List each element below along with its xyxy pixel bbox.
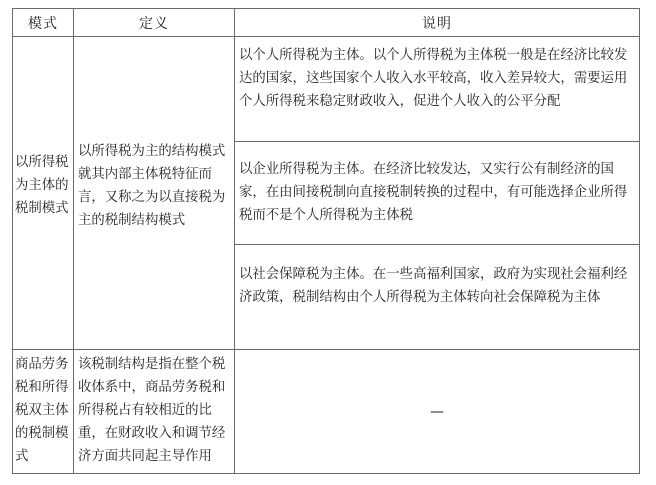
row1-mode: 以所得税为主体的税制模式 [15, 155, 69, 216]
row2-mode: 商品劳务税和所得税双主体的税制模式 [15, 357, 69, 464]
column-divider [73, 8, 74, 474]
header-mode: 模式 [28, 15, 58, 32]
table-border-bottom [12, 473, 640, 474]
row1-explanation-2: 以企业所得税为主体。在经济比较发达，又实行公有制经济的国家，在由间接税制向直接税制转换的过程中，有可能选择企业所得税而不是个人所得税为主体税 [239, 162, 628, 223]
row1-explanation-1: 以个人所得税为主体。以个人所得税为主体税一般是在经济比较发达的国家，这些国家个人收入水平较高，收入差异较大，需要运用个人所得税来稳定财政收入，促进个人收入的公平分配 [239, 48, 628, 109]
header-divider [12, 36, 640, 37]
row1-explanation-3: 以社会保障税为主体。在一些高福利国家，政府为实现社会福利经济政策，税制结构由个人所得税为主体转向社会保障税为主体 [239, 267, 628, 305]
row2-explanation: — [430, 403, 444, 420]
table-border-right [639, 8, 640, 474]
subrow-divider [234, 141, 640, 142]
row1-definition: 以所得税为主的结构模式就其内部主体税特征而言，又称之为以直接税为主的税制结构模式 [78, 144, 226, 228]
row2-definition: 该税制结构是指在整个税收体系中，商品劳务税和所得税占有较相近的比重，在财政收入和调节经济方面共同起主导作用 [78, 357, 226, 464]
table-border-left [12, 8, 13, 474]
header-explanation: 说明 [422, 15, 452, 32]
header-definition: 定义 [139, 15, 169, 32]
subrow-divider [234, 244, 640, 245]
